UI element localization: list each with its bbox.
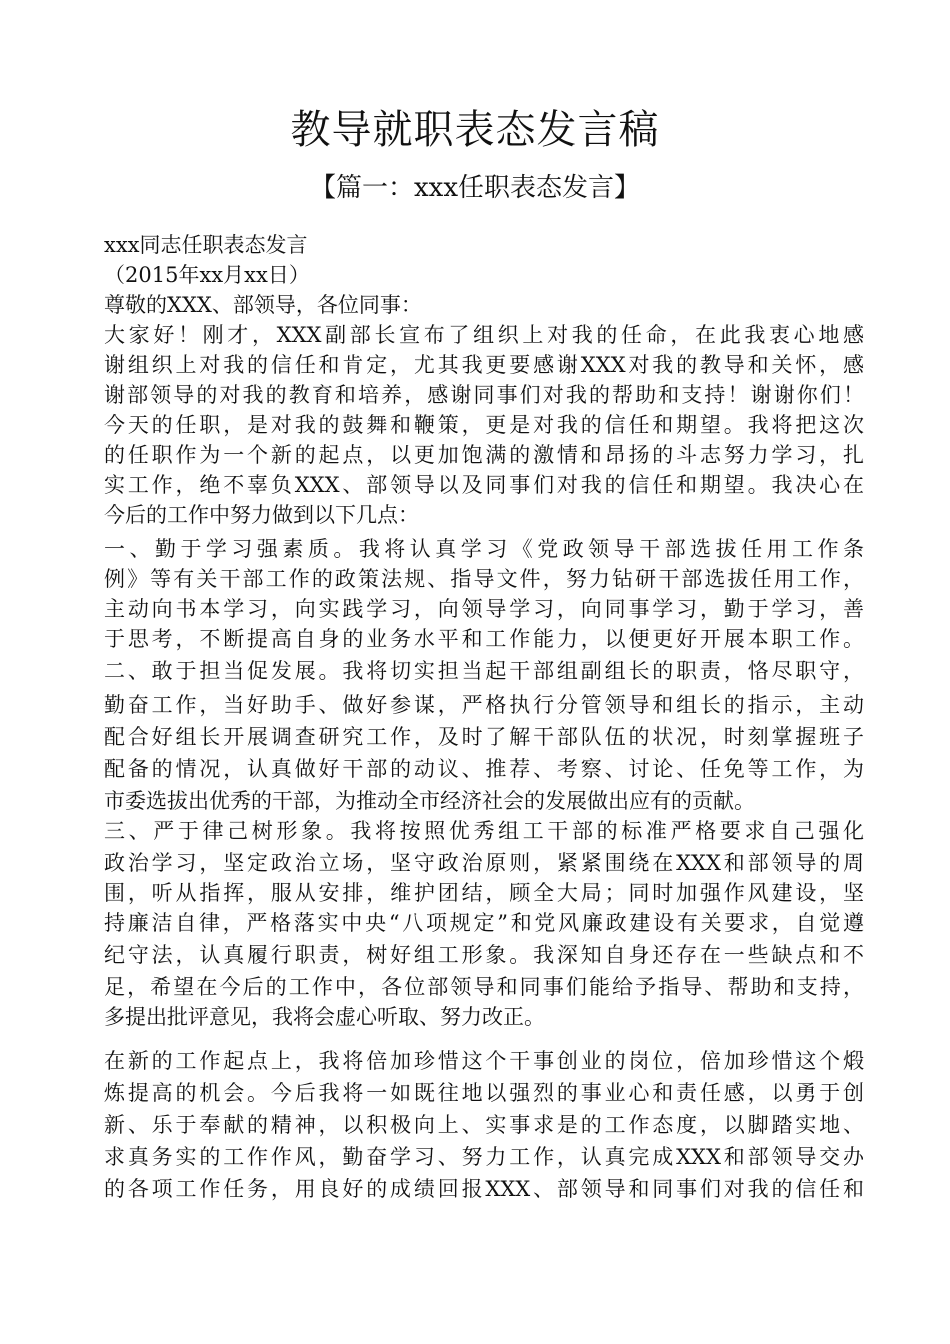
text-line: 求真务实的工作作风，勤奋学习、努力工作，认真完成XXX和部领导交办 [104, 1145, 864, 1169]
text-line: 足，希望在今后的工作中，各位部领导和同事们能给予指导、帮助和支持， [104, 975, 864, 999]
text-line: 配备的情况，认真做好干部的动议、推荐、考察、讨论、任免等工作，为 [104, 757, 864, 781]
text-line: 配合好组长开展调查研究工作，及时了解干部队伍的状况，时刻掌握班子 [104, 725, 864, 749]
text-line: 一、勤于学习强素质。我将认真学习《党政领导干部选拔任用工作条 [104, 537, 864, 561]
text-line: 大家好！刚才，XXX副部长宣布了组织上对我的任命，在此我衷心地感 [104, 323, 864, 347]
text-line: 围，听从指挥，服从安排，维护团结，顾全大局；同时加强作风建设，坚 [104, 881, 864, 905]
text-line: 的任职作为一个新的起点，以更加饱满的激情和昂扬的斗志努力学习，扎 [104, 443, 864, 467]
text-line: 新、乐于奉献的精神，以积极向上、实事求是的工作态度，以脚踏实地、 [104, 1113, 864, 1137]
text-line: 多提出批评意见，我将会虚心听取、努力改正。 [104, 1005, 545, 1029]
text-line: 今天的任职，是对我的鼓舞和鞭策，更是对我的信任和期望。我将把这次 [104, 413, 864, 437]
text-line: xxx同志任职表态发言 [104, 233, 308, 257]
text-line: 政治学习，坚定政治立场，坚守政治原则，紧紧围绕在XXX和部领导的周 [104, 851, 864, 875]
text-line: 尊敬的XXX、部领导，各位同事： [104, 293, 422, 317]
text-line: 三、严于律己树形象。我将按照优秀组工干部的标准严格要求自己强化 [104, 819, 864, 843]
text-line: 纪守法，认真履行职责，树好组工形象。我深知自身还存在一些缺点和不 [104, 943, 864, 967]
text-line: 的各项工作任务，用良好的成绩回报XXX、部领导和同事们对我的信任和 [104, 1177, 864, 1201]
text-line: 勤奋工作，当好助手、做好参谋，严格执行分管领导和组长的指示，主动 [104, 693, 864, 717]
text-line: 今后的工作中努力做到以下几点： [104, 503, 419, 527]
text-line: 谢组织上对我的信任和肯定，尤其我更要感谢XXX对我的教导和关怀，感 [104, 353, 864, 377]
text-line: 市委选拔出优秀的干部，为推动全市经济社会的发展做出应有的贡献。 [104, 789, 755, 813]
text-line: （2015年xx月xx日） [104, 263, 310, 287]
document-title: 教导就职表态发言稿 [290, 107, 660, 153]
text-line: 炼提高的机会。今后我将一如既往地以强烈的事业心和责任感，以勇于创 [104, 1081, 864, 1105]
text-line: 谢部领导的对我的教育和培养，感谢同事们对我的帮助和支持！谢谢你们！ [104, 383, 864, 407]
text-line: 持廉洁自律，严格落实中央“八项规定”和党风廉政建设有关要求，自觉遵 [104, 911, 864, 935]
text-line: 在新的工作起点上，我将倍加珍惜这个干事创业的岗位，倍加珍惜这个煅 [104, 1049, 864, 1073]
text-line: 主动向书本学习，向实践学习，向领导学习，向同事学习，勤于学习，善 [104, 597, 864, 621]
document-subtitle: 【篇一：xxx任职表态发言】 [310, 173, 640, 203]
text-line: 于思考，不断提高自身的业务水平和工作能力，以便更好开展本职工作。 [104, 627, 864, 651]
text-line: 例》等有关干部工作的政策法规、指导文件，努力钻研干部选拔任用工作， [104, 567, 864, 591]
text-line: 二、敢于担当促发展。我将切实担当起干部组副组长的职责，恪尽职守， [104, 659, 864, 683]
text-line: 实工作，绝不辜负XXX、部领导以及同事们对我的信任和期望。我决心在 [104, 473, 864, 497]
